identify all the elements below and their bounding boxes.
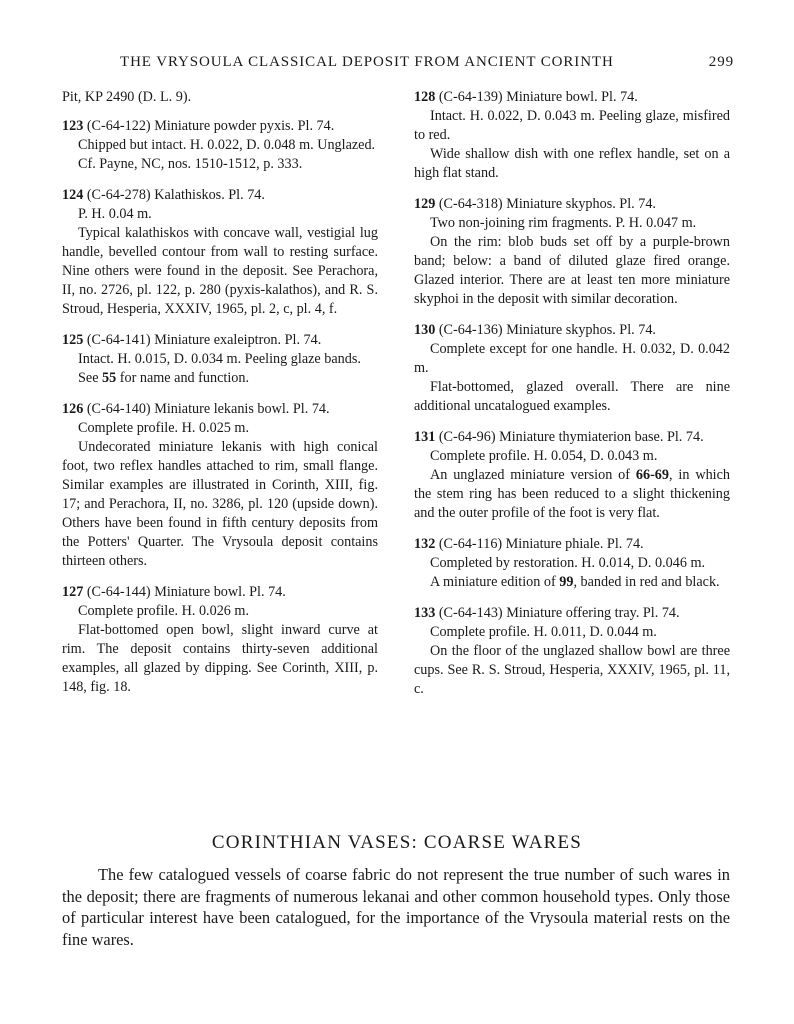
entry-note: Typical kalathiskos with concave wall, vestigial lug handle, bevelled contour from wall to resting surface. Nine others were found in the deposit. See Perachora, II, no. 2726, pl. 122, p. 280 (pyxis-kalathos), and R. S. Stroud, Hesperia, XXXIV, 1965, pl. 2, c, pl. 4, f. xyxy=(62,225,378,317)
entry-heading xyxy=(62,117,378,136)
entry-note: On the floor of the unglazed shallow bowl are three cups. See R. S. Stroud, Hesperia, XXXIV, 1965, pl. 11, c. xyxy=(414,643,730,697)
entry-description: Chipped but intact. H. 0.022, D. 0.048 m. Unglazed. xyxy=(78,137,376,153)
entry-title: (C-64-143) Miniature offering tray. Pl. 74. xyxy=(438,605,680,621)
entry-heading xyxy=(62,186,378,205)
running-title: THE VRYSOULA CLASSICAL DEPOSIT FROM ANCIENT CORINTH xyxy=(120,54,614,70)
continued-text: Pit, KP 2490 (D. L. 9). xyxy=(62,89,192,105)
entry-note: A miniature edition of 99, banded in red and black. xyxy=(430,574,720,590)
catalogue-entry xyxy=(62,186,378,319)
entry-number: 128 xyxy=(414,89,436,105)
catalogue-entry xyxy=(414,88,730,183)
catalogue-entry xyxy=(414,195,730,309)
entry-title: (C-64-136) Miniature skyphos. Pl. 74. xyxy=(438,322,656,338)
entry-heading xyxy=(414,88,730,107)
left-column xyxy=(62,88,378,709)
entry-heading xyxy=(414,604,730,623)
entry-number: 132 xyxy=(414,536,436,552)
entry-number: 133 xyxy=(414,605,436,621)
cross-reference: 99 xyxy=(559,574,574,590)
entry-note: Wide shallow dish with one reflex handle, set on a high flat stand. xyxy=(414,146,730,181)
entry-number: 123 xyxy=(62,118,84,134)
entry-number: 129 xyxy=(414,196,436,212)
entry-description: Completed by restoration. H. 0.014, D. 0.046 m. xyxy=(430,555,706,571)
entry-heading xyxy=(62,583,378,602)
catalogue-entry xyxy=(62,400,378,571)
entry-description: Complete profile. H. 0.054, D. 0.043 m. xyxy=(430,448,658,464)
entry-title: (C-64-140) Miniature lekanis bowl. Pl. 74. xyxy=(86,401,330,417)
entry-title: (C-64-144) Miniature bowl. Pl. 74. xyxy=(86,584,286,600)
entry-number: 131 xyxy=(414,429,436,445)
entry-note: See 55 for name and function. xyxy=(78,370,249,386)
right-column xyxy=(414,88,730,711)
entry-title: (C-64-116) Miniature phiale. Pl. 74. xyxy=(438,536,644,552)
entry-heading xyxy=(414,535,730,554)
entry-heading xyxy=(414,195,730,214)
entry-title: (C-64-141) Miniature exaleiptron. Pl. 74. xyxy=(86,332,322,348)
entry-heading xyxy=(414,428,730,447)
catalogue-entry xyxy=(414,535,730,592)
catalogue-entry xyxy=(62,331,378,388)
entry-title: (C-64-96) Miniature thymiaterion base. Pl. 74. xyxy=(438,429,704,445)
entry-title: (C-64-139) Miniature bowl. Pl. 74. xyxy=(438,89,638,105)
entry-note: Flat-bottomed, glazed overall. There are nine additional uncatalogued examples. xyxy=(414,379,730,414)
entry-description: Intact. H. 0.015, D. 0.034 m. Peeling glaze bands. xyxy=(78,351,361,367)
entry-description: Complete except for one handle. H. 0.032, D. 0.042 m. xyxy=(414,341,730,376)
catalogue-entry xyxy=(62,583,378,697)
entry-number: 125 xyxy=(62,332,84,348)
section-paragraph: The few catalogued vessels of coarse fabric do not represent the true number of such wares in the deposit; there are fragments of numerous lekanai and other common household types. Only those of particular interest have been catalogued, for the importance of the Vrysoula material rests on the fine wares. xyxy=(62,865,730,949)
entry-description: Complete profile. H. 0.026 m. xyxy=(78,603,250,619)
entry-note: Undecorated miniature lekanis with high conical foot, two reflex handles attached to rim, small flange. Similar examples are illustrated in Corinth, XIII, fig. 17; and Perachora, II, no. 3286, pl. 120 (upside down). Others have been found in fifth century deposits from the Potters' Quarter. The Vrysoula deposit contains thirteen others. xyxy=(62,439,378,569)
entry-description: Complete profile. H. 0.025 m. xyxy=(78,420,250,436)
entry-number: 124 xyxy=(62,187,84,203)
entry-title: (C-64-122) Miniature powder pyxis. Pl. 74. xyxy=(86,118,335,134)
entry-heading xyxy=(62,331,378,350)
entry-number: 127 xyxy=(62,584,84,600)
entry-note: Flat-bottomed open bowl, slight inward curve at rim. The deposit contains thirty-seven additional examples, all glazed by dipping. See Corinth, XIII, p. 148, fig. 18. xyxy=(62,622,378,695)
page-number: 299 xyxy=(708,54,734,70)
entry-description: Two non-joining rim fragments. P. H. 0.047 m. xyxy=(430,215,697,231)
entry-note: On the rim: blob buds set off by a purple-brown band; below: a band of diluted glaze fired orange. Glazed interior. There are at least ten more miniature skyphoi in the deposit with similar decoration. xyxy=(414,234,730,307)
entry-description: P. H. 0.04 m. xyxy=(78,206,152,222)
entry-title: (C-64-278) Kalathiskos. Pl. 74. xyxy=(86,187,265,203)
entry-title: (C-64-318) Miniature skyphos. Pl. 74. xyxy=(438,196,656,212)
entry-note: Cf. Payne, NC, nos. 1510-1512, p. 333. xyxy=(78,156,303,172)
catalogue-entry xyxy=(414,321,730,416)
section-heading: CORINTHIAN VASES: COARSE WARES xyxy=(211,832,583,853)
entry-note: An unglazed miniature version of 66-69, in which the stem ring has been reduced to a slight thickening and the outer profile of the foot is very flat. xyxy=(414,467,730,521)
cross-reference: 66-69 xyxy=(635,467,669,483)
entry-number: 130 xyxy=(414,322,436,338)
catalogue-entry xyxy=(414,604,730,699)
entry-heading xyxy=(62,400,378,419)
running-header xyxy=(120,54,734,76)
cross-reference: 55 xyxy=(102,370,117,386)
entry-heading xyxy=(414,321,730,340)
catalogue-entry xyxy=(414,428,730,523)
entry-description: Complete profile. H. 0.011, D. 0.044 m. xyxy=(430,624,657,640)
entry-number: 126 xyxy=(62,401,84,417)
catalogue-entry xyxy=(62,117,378,174)
entry-description: Intact. H. 0.022, D. 0.043 m. Peeling glaze, misfired to red. xyxy=(414,108,730,143)
